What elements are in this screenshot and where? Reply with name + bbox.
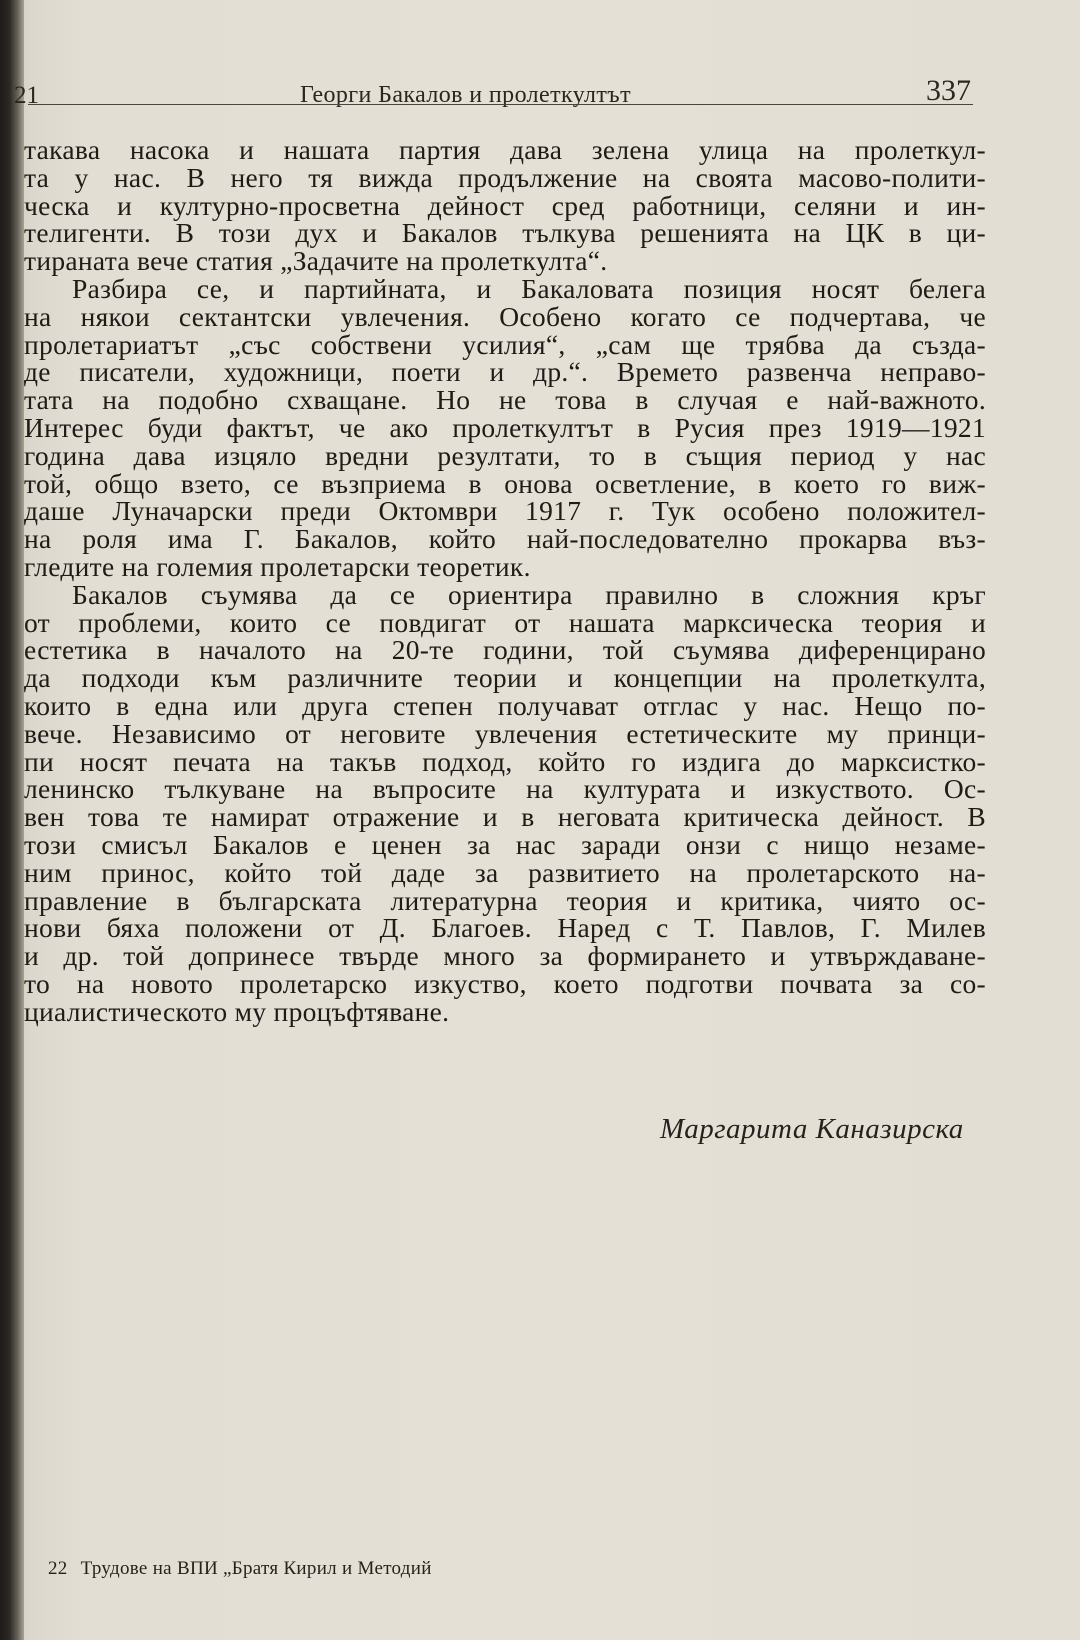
text-line: той, общо взето, се възприема в онова осветление, в което го виж- bbox=[24, 467, 986, 499]
text-line: ленинско тълкуване на въпросите на културата и изкуството. Ос- bbox=[24, 773, 986, 805]
text-line: пи носят печата на такъв подход, който го издига до марксистко- bbox=[24, 745, 986, 777]
running-header bbox=[0, 70, 980, 108]
text-line: Бакалов съумява да се ориентира правилно в сложния кръг bbox=[72, 578, 986, 610]
text-line: от проблеми, които се повдигат от нашата марксическа теория и bbox=[24, 606, 986, 638]
text-line: такава насока и нашата партия дава зелена улица на пролеткул- bbox=[24, 134, 986, 165]
paragraph-3 bbox=[24, 578, 986, 1027]
book-spine-shadow bbox=[0, 0, 24, 1640]
text-line: Интерес буди фактът, че ако пролеткултът в Русия през 1919—1921 bbox=[24, 411, 986, 443]
text-line: де писатели, художници, поети и др.“. Времето развенча неправо- bbox=[24, 356, 986, 388]
text-line: да подходи към различните теории и концепции на пролеткулта, bbox=[24, 662, 986, 694]
text-line: тата на подобно схващане. Но не това в случая е най-важното. bbox=[24, 384, 986, 416]
text-line: които в една или друга степен получават отглас у нас. Нещо по- bbox=[24, 689, 986, 721]
text-line: даше Луначарски преди Октомври 1917 г. Тук особено положител- bbox=[24, 495, 986, 527]
text-line: то на новото пролетарско изкуство, което подготви почвата за со- bbox=[24, 967, 986, 999]
text-line: и др. той допринесе твърде много за формирането и утвърждаване- bbox=[24, 940, 986, 972]
text-line: вен това те намират отражение и в неговата критическа дейност. В bbox=[24, 801, 986, 833]
text-line: естетика в началото на 20-те години, той съумява диференцирано bbox=[24, 634, 986, 666]
text-line: тираната вече статия „Задачите на пролеткулта“. bbox=[24, 245, 608, 277]
header-left-number: 21 bbox=[14, 82, 39, 109]
text-line: Разбира се, и партийната, и Бакаловата позиция носят белега bbox=[72, 272, 986, 304]
text-line: пролетариатът „със собствени усилия“, „сам ще трябва да създа- bbox=[24, 328, 986, 360]
text-line: година дава изцяло вредни резултати, то в същия период у нас bbox=[24, 439, 986, 471]
page-number: 337 bbox=[926, 74, 971, 107]
text-line: на роля има Г. Бакалов, който най-последователно прокарва въз- bbox=[24, 523, 986, 555]
paragraph-1 bbox=[24, 136, 986, 275]
paragraph-2 bbox=[24, 272, 986, 582]
text-line: вече. Независимо от неговите увлечения естетическите му принци- bbox=[24, 717, 986, 749]
text-line: на някои сектантски увлечения. Особено когато се подчертава, че bbox=[24, 300, 986, 332]
page-footer bbox=[48, 1558, 432, 1580]
running-title: Георги Бакалов и пролеткултът bbox=[300, 82, 632, 108]
author-signature: Маргарита Каназирска bbox=[660, 1113, 964, 1145]
text-line: нови бяха положени от Д. Благоев. Наред с Т. Павлов, Г. Милев bbox=[24, 912, 986, 944]
text-line: та у нас. В него тя вижда продължение на своята масово-полити- bbox=[24, 161, 986, 193]
text-line: телигенти. В този дух и Бакалов тълкува решенията на ЦК в ци- bbox=[24, 217, 986, 249]
text-line: правление в българската литературна теория и критика, чиято ос- bbox=[24, 884, 986, 916]
text-line: ним принос, който той даде за развитието на пролетарското на- bbox=[24, 856, 986, 888]
footer-text: Трудове на ВПИ „Братя Кирил и Методий bbox=[80, 1558, 432, 1579]
text-line: гледите на големия пролетарски теоретик. bbox=[24, 550, 531, 582]
header-rule bbox=[28, 104, 973, 105]
article-body bbox=[24, 136, 986, 1026]
footer-signature-number: 22 bbox=[48, 1558, 68, 1579]
text-line: този смисъл Бакалов е ценен за нас заради онзи с нищо незаме- bbox=[24, 828, 986, 860]
text-line: циалистическото му процъфтяване. bbox=[24, 995, 450, 1027]
text-line: ческа и културно-просветна дейност сред работници, селяни и ин- bbox=[24, 189, 986, 221]
